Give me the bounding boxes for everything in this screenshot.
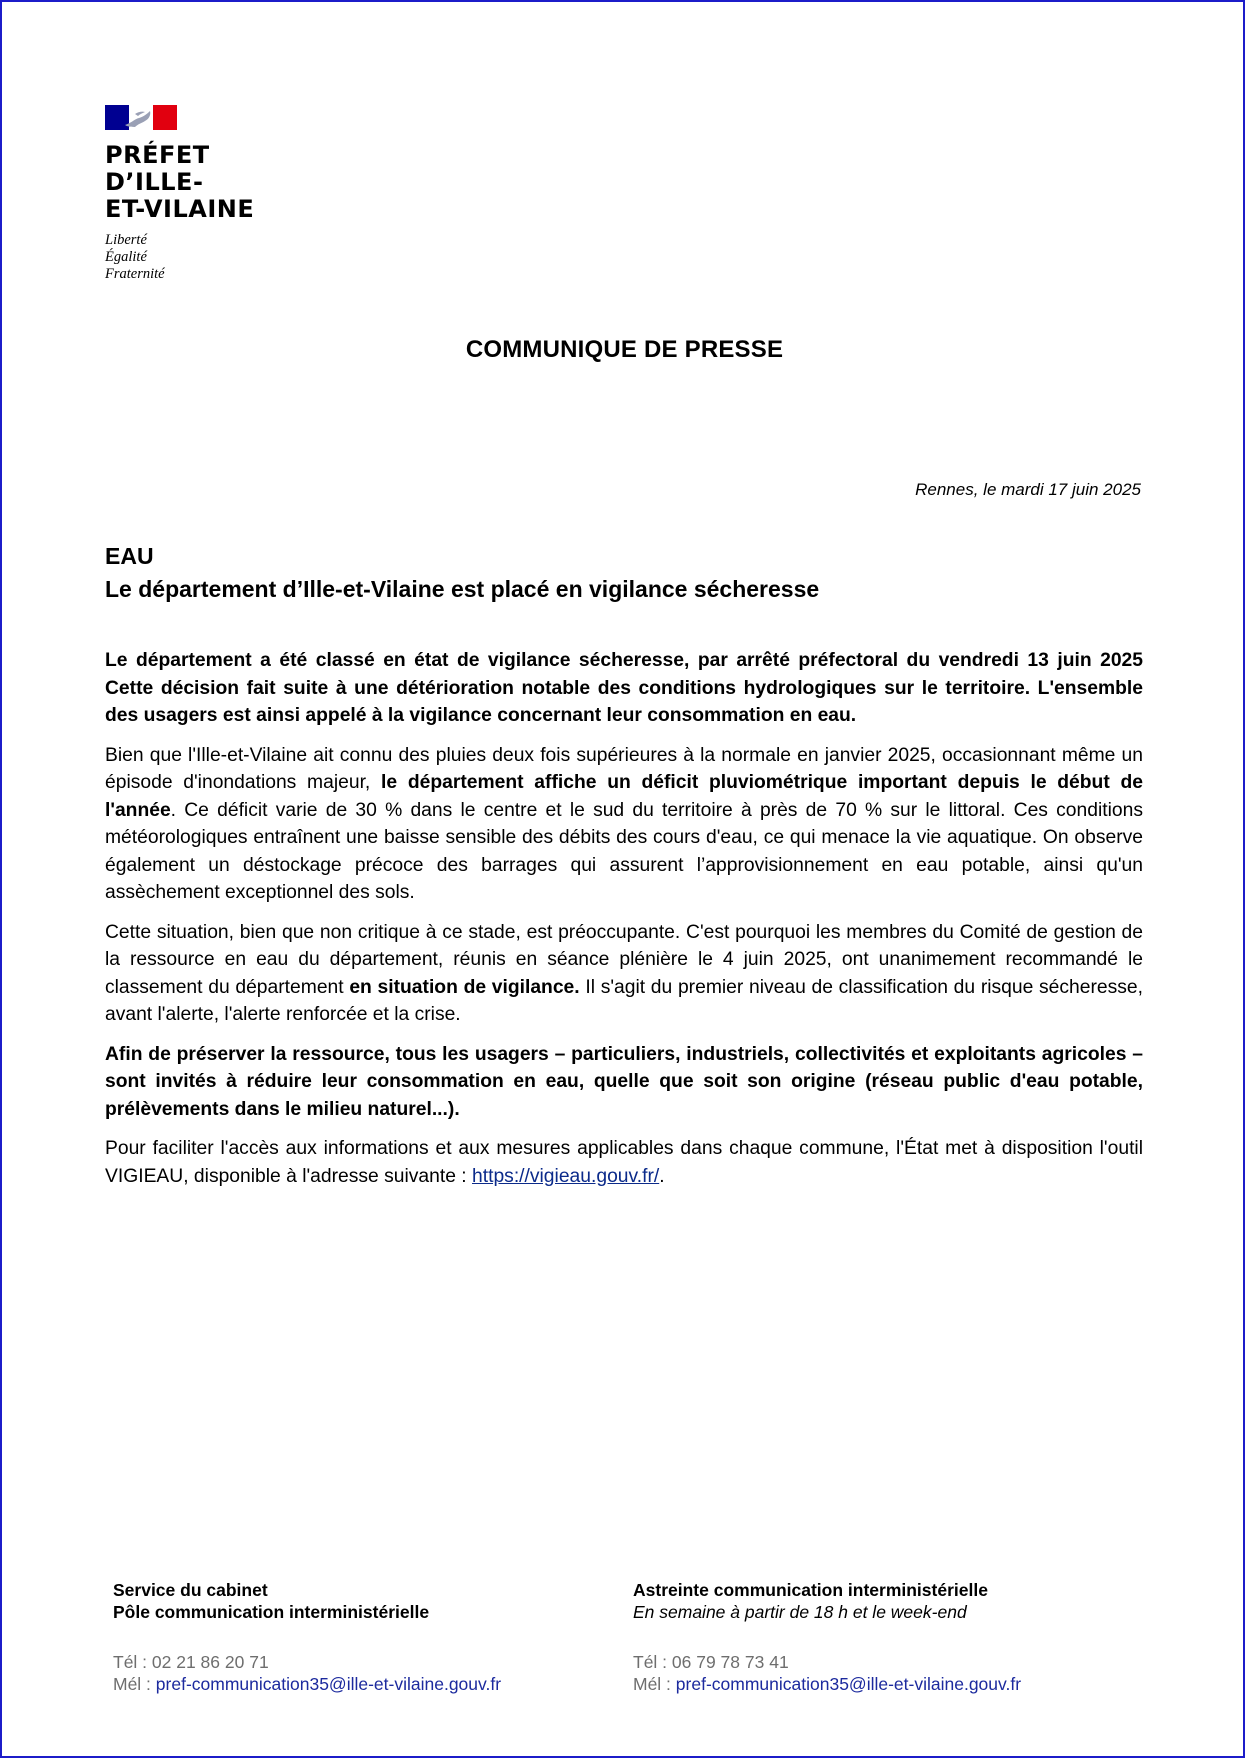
footer-right-mail-link[interactable]: pref-communication35@ille-et-vilaine.gouv.fr <box>675 1673 1022 1694</box>
prefecture-logo <box>105 105 285 283</box>
paragraph-rainfall-text-a: Bien que l'Ille-et-Vilaine ait connu des pluies deux fois supérieures à la normale en janvier 2025, occasionnant même un épisode d'inondations majeur, <box>105 744 1143 793</box>
logo-line-2: D’ILLE- <box>105 168 204 196</box>
paragraph-vigieau-text-a: Pour faciliter l'accès aux informations et aux mesures applicables dans chaque commune, l'État met à disposition l'outil VIGIEAU, disponible à l'adresse suivante : <box>105 1138 1143 1187</box>
lead-paragraph: Le département a été classé en état de vigilance sécheresse, par arrêté préfectoral du vendredi 13 juin 2025 Cette décision fait suite à une détérioration notable des conditions hydrologiques sur le territoire. L'ensemble des usagers est ainsi appelé à la vigilance concernant leur consommation en eau. <box>105 650 1143 726</box>
paragraph-rainfall <box>105 742 1143 907</box>
date-line: Rennes, le mardi 17 juin 2025 <box>915 480 1141 499</box>
footer-left-line-1: Service du cabinet <box>113 1580 268 1600</box>
paragraph-rainfall-emphasis: le département affiche un déficit pluviométrique important depuis le début de l'année <box>105 772 1143 821</box>
paragraph-vigieau <box>105 1135 1143 1190</box>
press-release-body <box>105 647 1143 1202</box>
headline: Le département d’Ille-et-Vilaine est placé en vigilance sécheresse <box>105 576 820 602</box>
marianne-flag-icon <box>105 105 177 130</box>
paragraph-committee-text-c: Il s'agit du premier niveau de classification du risque sécheresse, avant l'alerte, l'alerte renforcée et la crise. <box>105 976 1143 1025</box>
paragraph-vigieau-text-b: . <box>659 1165 665 1187</box>
motto-fraternite: Fraternité <box>105 266 165 282</box>
footer-right-tel: Tél : 06 79 78 73 41 <box>633 1652 789 1672</box>
logo-line-1: PRÉFET <box>105 141 210 169</box>
section-tag: EAU <box>105 543 154 569</box>
republic-motto <box>105 232 285 283</box>
footer-contact-astreinte <box>633 1580 1021 1695</box>
footer-right-mail-label: Mél : <box>633 1673 676 1694</box>
vigieau-link[interactable]: https://vigieau.gouv.fr/ <box>472 1165 660 1187</box>
paragraph-rainfall-text-c: . Ce déficit varie de 30 % dans le centre et le sud du territoire à près de 70 % sur le littoral. Ces conditions météorologiques entraînent une baisse sensible des débits des cours d'eau, ce qui menace la vie aquatique. On observe également un déstockage précoce des barrages qui assurent l’approvisionnement en eau potable, ainsi qu'un assèchement exceptionnel des sols. <box>105 799 1143 903</box>
paragraph-committee <box>105 919 1143 1029</box>
logo-title <box>105 142 285 223</box>
footer-left-line-2: Pôle communication interministérielle <box>113 1601 430 1622</box>
paragraph-committee-text-a: Cette situation, bien que non critique à ce stade, est préoccupante. C'est pourquoi les membres du Comité de gestion de la ressource en eau du département, réunis en séance plénière le 4 juin 2025, ont unanimement recommandé le classement du département <box>105 921 1143 998</box>
logo-line-3: ET-VILAINE <box>105 195 255 223</box>
footer-right-line-2: En semaine à partir de 18 h et le week-end <box>633 1601 967 1622</box>
footer-contact-cabinet <box>113 1580 501 1695</box>
footer-right-line-1: Astreinte communication interministérielle <box>633 1580 988 1600</box>
footer-left-mail-line <box>113 1674 501 1696</box>
footer-left-mail-link[interactable]: pref-communication35@ille-et-vilaine.gouv.fr <box>155 1673 502 1694</box>
paragraph-appeal: Afin de préserver la ressource, tous les usagers – particuliers, industriels, collectivités et exploitants agricoles – sont invités à réduire leur consommation en eau, quelle que soit son origine (réseau public d'eau potable, prélèvements dans le milieu naturel...). <box>105 1043 1143 1120</box>
motto-liberte: Liberté <box>105 232 147 248</box>
document-title: COMMUNIQUE DE PRESSE <box>465 336 784 363</box>
footer-left-mail-label: Mél : <box>113 1673 156 1694</box>
footer-left-tel: Tél : 02 21 86 20 71 <box>113 1652 269 1672</box>
footer-right-mail-line <box>633 1674 1021 1696</box>
motto-egalite: Égalité <box>105 249 147 265</box>
paragraph-committee-emphasis: en situation de vigilance. <box>349 976 580 998</box>
